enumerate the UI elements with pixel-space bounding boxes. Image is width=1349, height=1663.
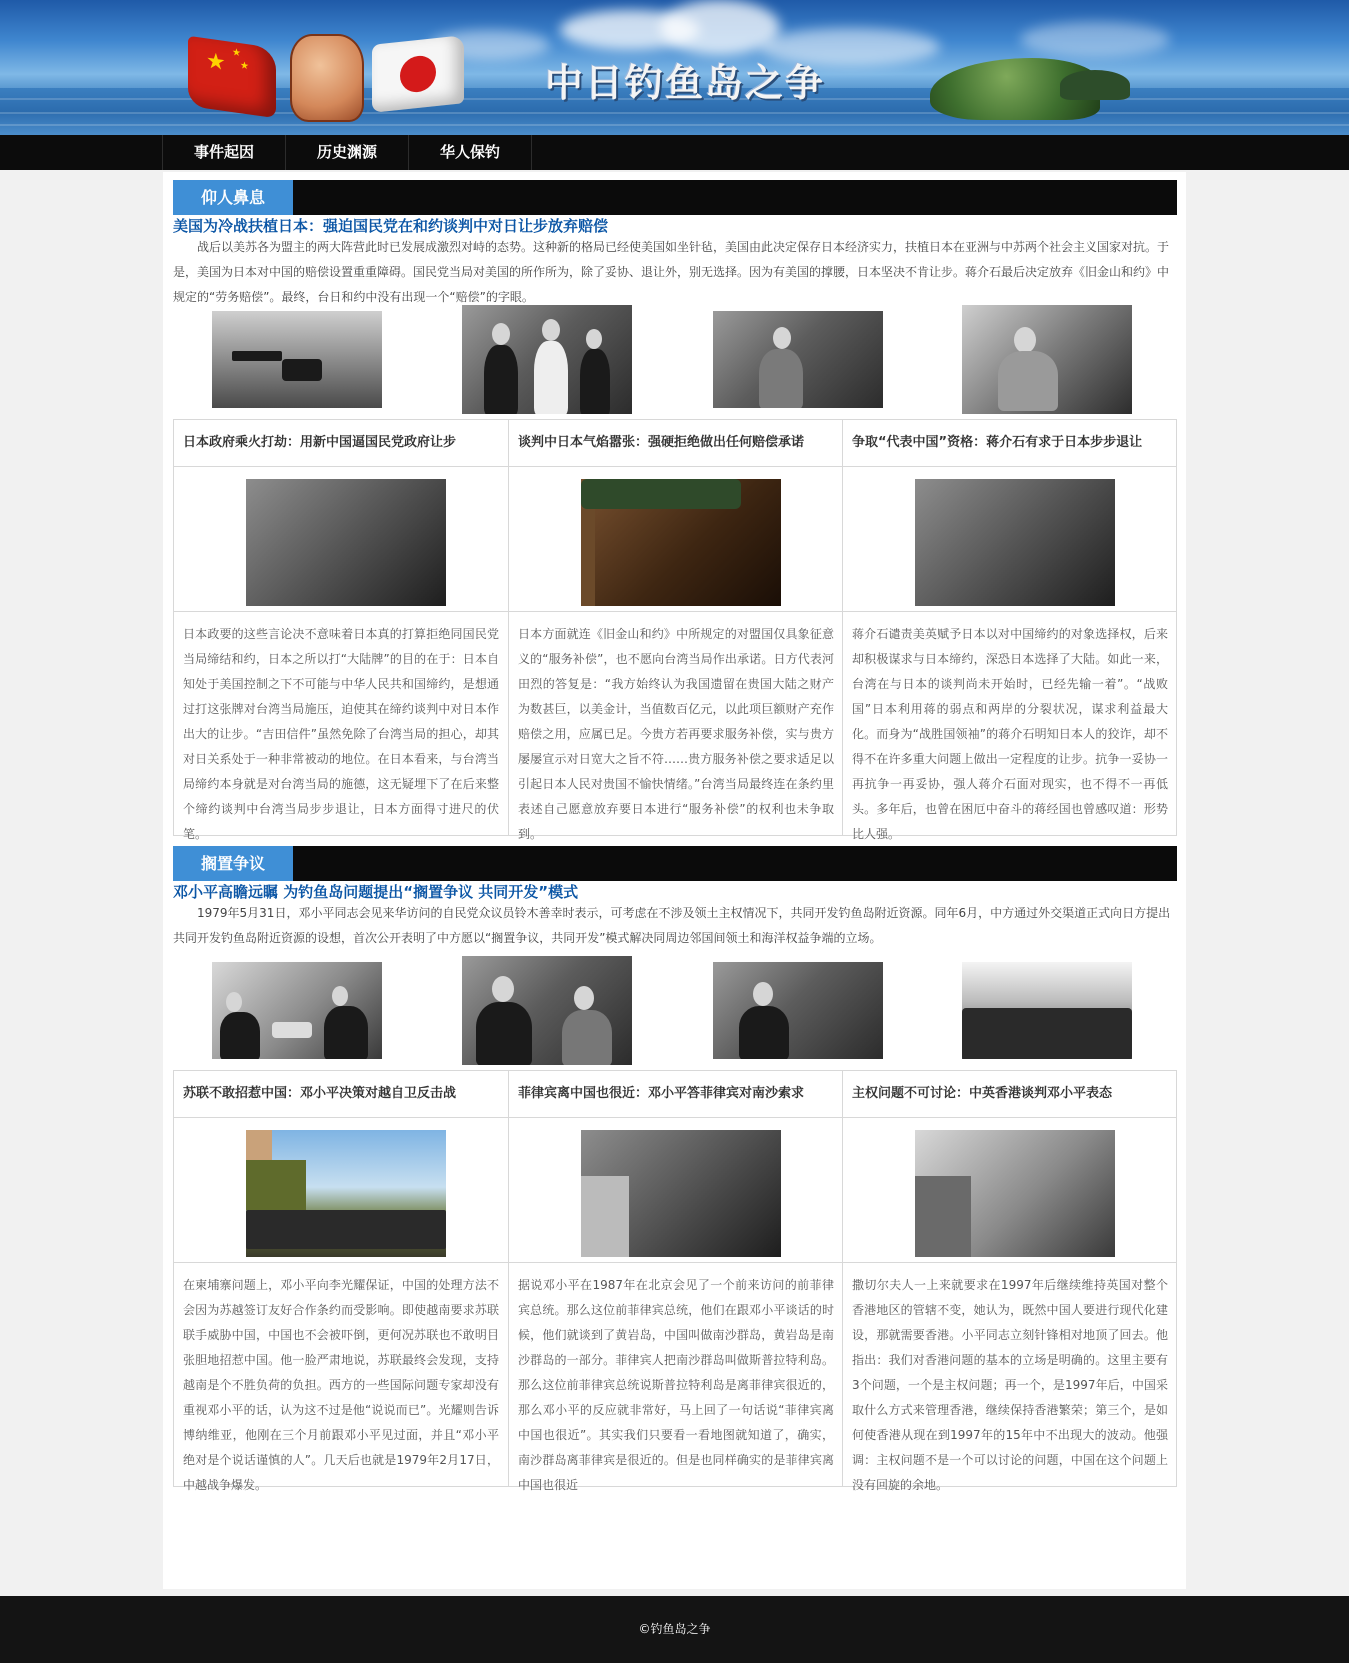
article-title[interactable]: 菲律宾离中国也很近：邓小平答菲律宾对南沙索求: [509, 1071, 843, 1118]
section-header: [173, 846, 1177, 881]
article-title[interactable]: 谈判中日本气焰嚣张：强硬拒绝做出任何赔偿承诺: [509, 420, 843, 467]
section-headline[interactable]: 邓小平高瞻远瞩 为钓鱼岛问题提出“搁置争议 共同开发”模式: [173, 883, 579, 901]
article-text: 据说邓小平在1987年在北京会见了一个前来访问的前菲律宾总统。那么这位前菲律宾总统，他们在跟邓小平谈话的时候，他们就谈到了黄岩岛，中国叫做南沙群岛，黄岩岛是南沙群岛的一部分。菲律宾人把南沙群岛叫做斯普拉特利岛。那么这位前菲律宾总统说斯普拉特利岛是离菲律宾很近的，那么邓小平的反应就非常好，马上回了一句话说“菲律宾离中国也很近”。其实我们只要看一看地图就知道了，确实，南沙群岛离菲律宾是很近的。但是也同样确实的是菲律宾离中国也很近: [518, 1278, 834, 1492]
section-intro: 1979年5月31日，邓小平同志会见来华访问的自民党众议员铃木善幸时表示，可考虑在不涉及领土主权情况下，共同开发钓鱼岛附近资源。同年6月，中方通过外交渠道正式向日方提出共同开发钓鱼岛附近资源的设想，首次公开表明了中方愿以“搁置争议，共同开发”模式解决同周边邻国间领土和海洋权益争端的立场。: [173, 906, 1171, 945]
article-photo[interactable]: [581, 1130, 781, 1257]
article-grid: [173, 419, 1177, 841]
section-intro: 战后以美苏各为盟主的两大阵营此时已发展成激烈对峙的态势。这种新的格局已经使美国如坐针毡，美国由此决定保存日本经济实力，扶植日本在亚洲与中苏两个社会主义国家对抗。于是，美国为日本对中国的赔偿设置重重障碍。国民党当局对美国的所作所为，除了妥协、退让外，别无选择。因为有美国的撑腰，日本坚决不肯让步。蒋介石最后决定放弃《旧金山和约》中规定的“劳务赔偿”。最终，台日和约中没有出现一个“赔偿”的字眼。: [173, 240, 1170, 304]
article-title[interactable]: 争取“代表中国”资格：蒋介石有求于日本步步退让: [843, 420, 1177, 467]
photo-speech[interactable]: [713, 962, 883, 1059]
section-headline[interactable]: 美国为冷战扶植日本：强迫国民党在和约谈判中对日让步放弃赔偿: [173, 217, 609, 235]
article-photo[interactable]: [246, 1130, 446, 1257]
island-icon: [1060, 70, 1130, 100]
china-flag-icon: ★ ★ ★: [188, 36, 276, 118]
article-text: 撒切尔夫人一上来就要求在1997年后继续维持英国对整个香港地区的管辖不变，她认为，既然中国人要进行现代化建设，那就需要香港。小平同志立刻针锋相对地顶了回去。他指出：我们对香港问题的基本的立场是明确的。这里主要有3个问题，一个是主权问题；再一个，是1997年后，中国采取什么方式来管理香港，继续保持香港繁荣；第三个，是如何使香港从现在到1997年的15年中不出现大的波动。他强调：主权问题不是一个可以讨论的问题，中国在这个问题上没有回旋的余地。: [852, 1278, 1168, 1492]
article-text: 在柬埔寨问题上，邓小平向李光耀保证，中国的处理方法不会因为苏越签订友好合作条约而受影响。即使越南要求苏联联手威胁中国，中国也不会被吓倒，更何况苏联也不敢明目张胆地招惹中国。他一脸严肃地说，苏联最终会发现，支持越南是个不胜负荷的负担。西方的一些国际问题专家却没有重视邓小平的话，认为这不过是他“说说而已”。光耀则告诉博纳维亚，他刚在三个月前跟邓小平见过面，并且“邓小平绝对是个说话谨慎的人”。几天后也就是1979年2月17日，中越战争爆发。: [183, 1278, 499, 1492]
article-photo[interactable]: [246, 479, 446, 606]
site-footer: [0, 1596, 1349, 1663]
article-text: 蒋介石谴责美英赋予日本以对中国缔约的对象选择权，后来却积极谋求与日本缔约，深恐日本选择了大陆。如此一来，台湾在与日本的谈判尚未开始时，已经先输一着”。“战败国”日本利用蒋的弱点和两岸的分裂状况，谋求利益最大化。而身为“战胜国领袖”的蒋介石明知日本人的狡诈，却不得不在许多重大问题上做出一定程度的让步。抗争一妥协一再抗争一再妥协，强人蒋介石面对现实，也不得不一再低头。多年后，也曾在困厄中奋斗的蒋经国也曾感叹道：形势比人强。: [852, 627, 1168, 841]
photo-general[interactable]: [713, 311, 883, 408]
article-column: [508, 420, 843, 841]
photo-row: [173, 311, 1177, 421]
photo-handshake[interactable]: [462, 956, 632, 1065]
article-title[interactable]: 苏联不敢招惹中国：邓小平决策对越自卫反击战: [174, 1071, 508, 1118]
nav-item-origin[interactable]: 事件起因: [162, 135, 286, 170]
article-title[interactable]: 主权问题不可讨论：中英香港谈判邓小平表态: [843, 1071, 1177, 1118]
article-photo[interactable]: [915, 479, 1115, 606]
article-photo[interactable]: [581, 479, 781, 606]
section-header: [173, 180, 1177, 215]
section-tab[interactable]: 搁置争议: [173, 846, 293, 881]
article-grid: [173, 1070, 1177, 1492]
photo-meeting-officials[interactable]: [462, 305, 632, 414]
nav-item-defense[interactable]: 华人保钓: [409, 135, 532, 170]
article-column: [174, 420, 508, 841]
main-content: [163, 172, 1186, 1589]
article-photo[interactable]: [915, 1130, 1115, 1257]
article-column: [174, 1071, 508, 1492]
japan-flag-icon: [372, 35, 464, 113]
article-column: [508, 1071, 843, 1492]
article-text: 日本方面就连《旧金山和约》中所规定的对盟国仅具象征意义的“服务补偿”，也不愿向台湾当局作出承诺。日方代表河田烈的答复是：“我方始终认为我国遗留在贵国大陆之财产为数甚巨，以美金计，当值数百亿元，以此项巨额财产充作赔偿之用，应属已足。今贵方若再要求服务补偿，实与贵方屡屡宣示对日宽大之旨不符……贵方服务补偿之要求适足以引起日本人民对贵国不愉快情绪。”台湾当局最终连在条约里表述自己愿意放弃要日本进行“服务补偿”的权利也未争取到。: [518, 627, 834, 841]
section-tab[interactable]: 仰人鼻息: [173, 180, 293, 215]
site-title: 中日钓鱼岛之争: [545, 61, 826, 105]
photo-tea-meeting[interactable]: [212, 962, 382, 1059]
photo-warships[interactable]: [212, 311, 382, 408]
cloud-decoration: [1020, 22, 1170, 57]
photo-row: [173, 962, 1177, 1072]
article-column: [842, 1071, 1177, 1492]
photo-crowd[interactable]: [962, 962, 1132, 1059]
site-banner: [0, 0, 1349, 135]
article-column: [842, 420, 1177, 841]
nav-item-history[interactable]: 历史渊源: [286, 135, 409, 170]
main-nav: [0, 135, 1349, 170]
copyright-text: ©钓鱼岛之争: [638, 1622, 711, 1636]
article-title[interactable]: 日本政府乘火打劫：用新中国逼国民党政府让步: [174, 420, 508, 467]
photo-signing-document[interactable]: [962, 305, 1132, 414]
fist-icon: [290, 34, 364, 122]
article-text: 日本政要的这些言论决不意味着日本真的打算拒绝同国民党当局缔结和约，日本之所以打“大陆牌”的目的在于：日本自知处于美国控制之下不可能与中华人民共和国缔约，是想通过打这张牌对台湾当局施压，迫使其在缔约谈判中对日本作出大的让步。“吉田信件”虽然免除了台湾当局的担心，却其对日关系处于一种非常被动的地位。在日本看来，与台湾当局缔约本身就是对台湾当局的施德，这无疑埋下了在后来整个缔约谈判中台湾当局步步退让，日本方面得寸进尺的伏笔。: [183, 627, 499, 841]
